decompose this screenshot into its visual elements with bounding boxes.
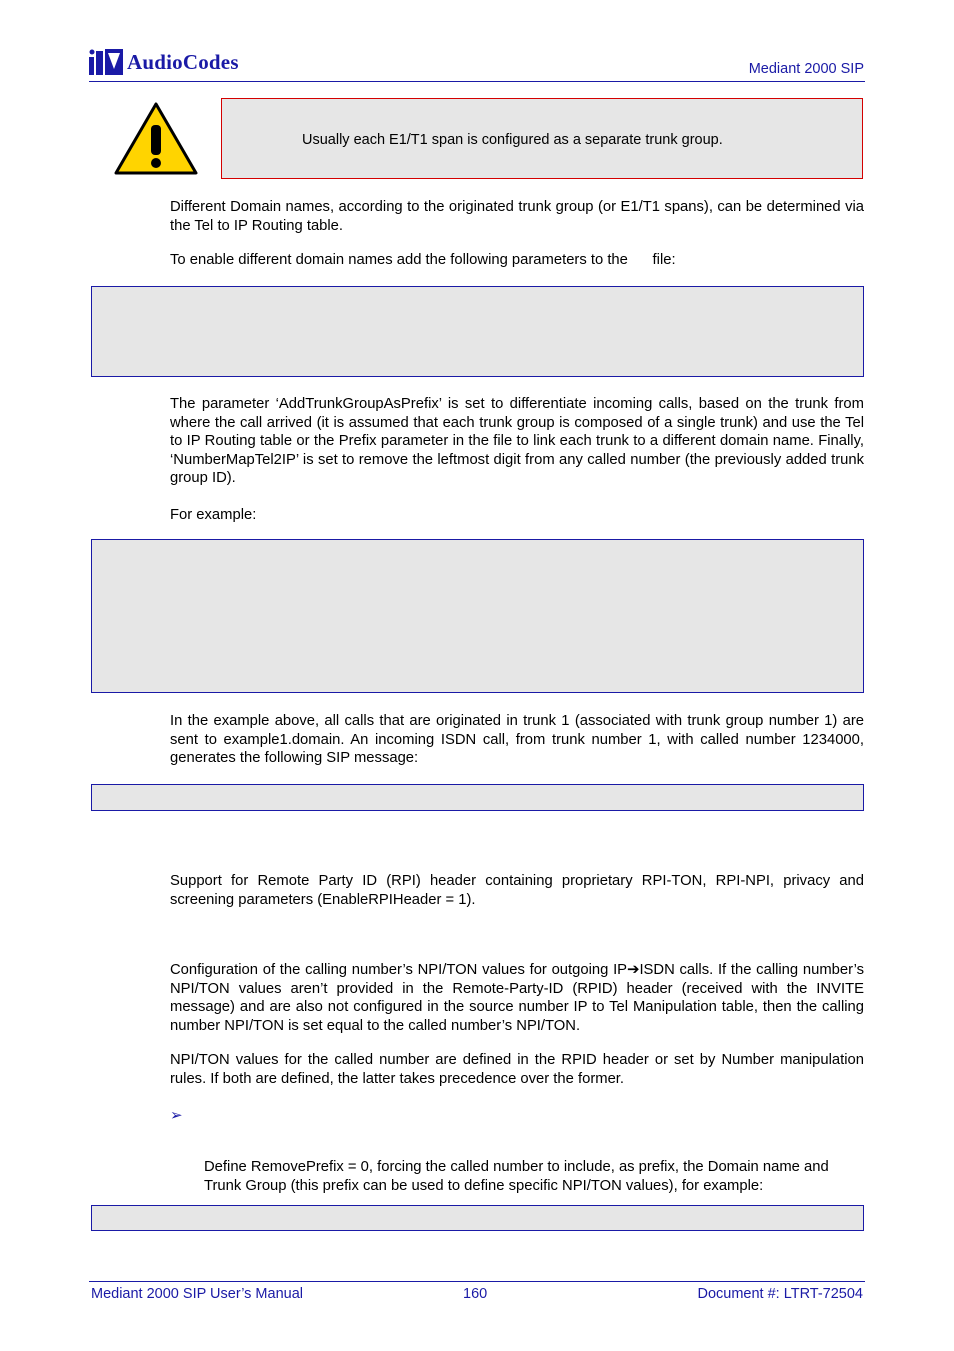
code-box-sip-message xyxy=(91,784,864,811)
paragraph-for-example: For example: xyxy=(170,507,257,523)
footer-page-number: 160 xyxy=(463,1286,488,1302)
warning-icon xyxy=(113,101,199,177)
note-text: Usually each E1/T1 span is configured as a separate trunk group. xyxy=(302,132,723,148)
note-box xyxy=(221,98,863,179)
paragraph-add-trunk-group: The parameter ‘AddTrunkGroupAsPrefix’ is set to differentiate incoming calls, based on the trunk from where the call arrived (it is assumed that each trunk group is composed of a single trunk) and use the Tel to IP Routing table or the Prefix parameter in the file to link each trunk to a different domain name. Finally, ‘NumberMapTel2IP’ is set to remove the leftmost digit from any called number (the previously added trunk group ID). xyxy=(170,396,864,486)
header-divider xyxy=(89,81,865,82)
paragraph-npi-ton-config: Configuration of the calling number’s NPI/TON values for outgoing IP➔ISDN calls. If the calling number’s NPI/TON values aren’t provided in the Remote-Party-ID (RPID) header (received with the INVITE message) and are also not configured in the source number IP to Tel Manipulation table, then the calling number NPI/TON is set equal to the called number’s NPI/TON. xyxy=(170,962,864,1034)
footer-divider xyxy=(89,1281,865,1282)
paragraph-rpi-header: Support for Remote Party ID (RPI) header containing proprietary RPI-TON, RPI-NPI, privacy and screening parameters (EnableRPIHeader = 1). xyxy=(170,873,864,908)
paragraph-npi-ton-called: NPI/TON values for the called number are defined in the RPID header or set by Number manipulation rules. If both are defined, the latter takes precedence over the former. xyxy=(170,1052,864,1087)
paragraph-domain-names: Different Domain names, according to the originated trunk group (or E1/T1 spans), can be determined via the Tel to IP Routing table. xyxy=(170,199,864,234)
logo-wordmark: AudioCodes xyxy=(127,49,239,74)
header-product-title: Mediant 2000 SIP xyxy=(748,61,864,77)
paragraph-remove-prefix: Define RemovePrefix = 0, forcing the called number to include, as prefix, the Domain name and Trunk Group (this prefix can be used to define specific NPI/TON values), for example: xyxy=(204,1159,829,1194)
code-box-prefix-example xyxy=(91,1205,864,1231)
code-box-example xyxy=(91,539,864,693)
code-box-parameters xyxy=(91,286,864,377)
audiocodes-logo xyxy=(89,47,239,77)
arrow-bullet-icon: ➢ xyxy=(170,1107,183,1124)
paragraph-example-explanation: In the example above, all calls that are originated in trunk 1 (associated with trunk group number 1) are sent to example1.domain. An incoming ISDN call, from trunk number 1, with called number 1234000, generates the following SIP message: xyxy=(170,713,864,766)
paragraph-enable-domains: To enable different domain names add the following parameters to the file: xyxy=(170,252,676,268)
footer-document-number: Document #: LTRT-72504 xyxy=(697,1286,863,1302)
footer-manual-title: Mediant 2000 SIP User’s Manual xyxy=(91,1286,303,1302)
audiocodes-logo-icon xyxy=(89,47,125,77)
